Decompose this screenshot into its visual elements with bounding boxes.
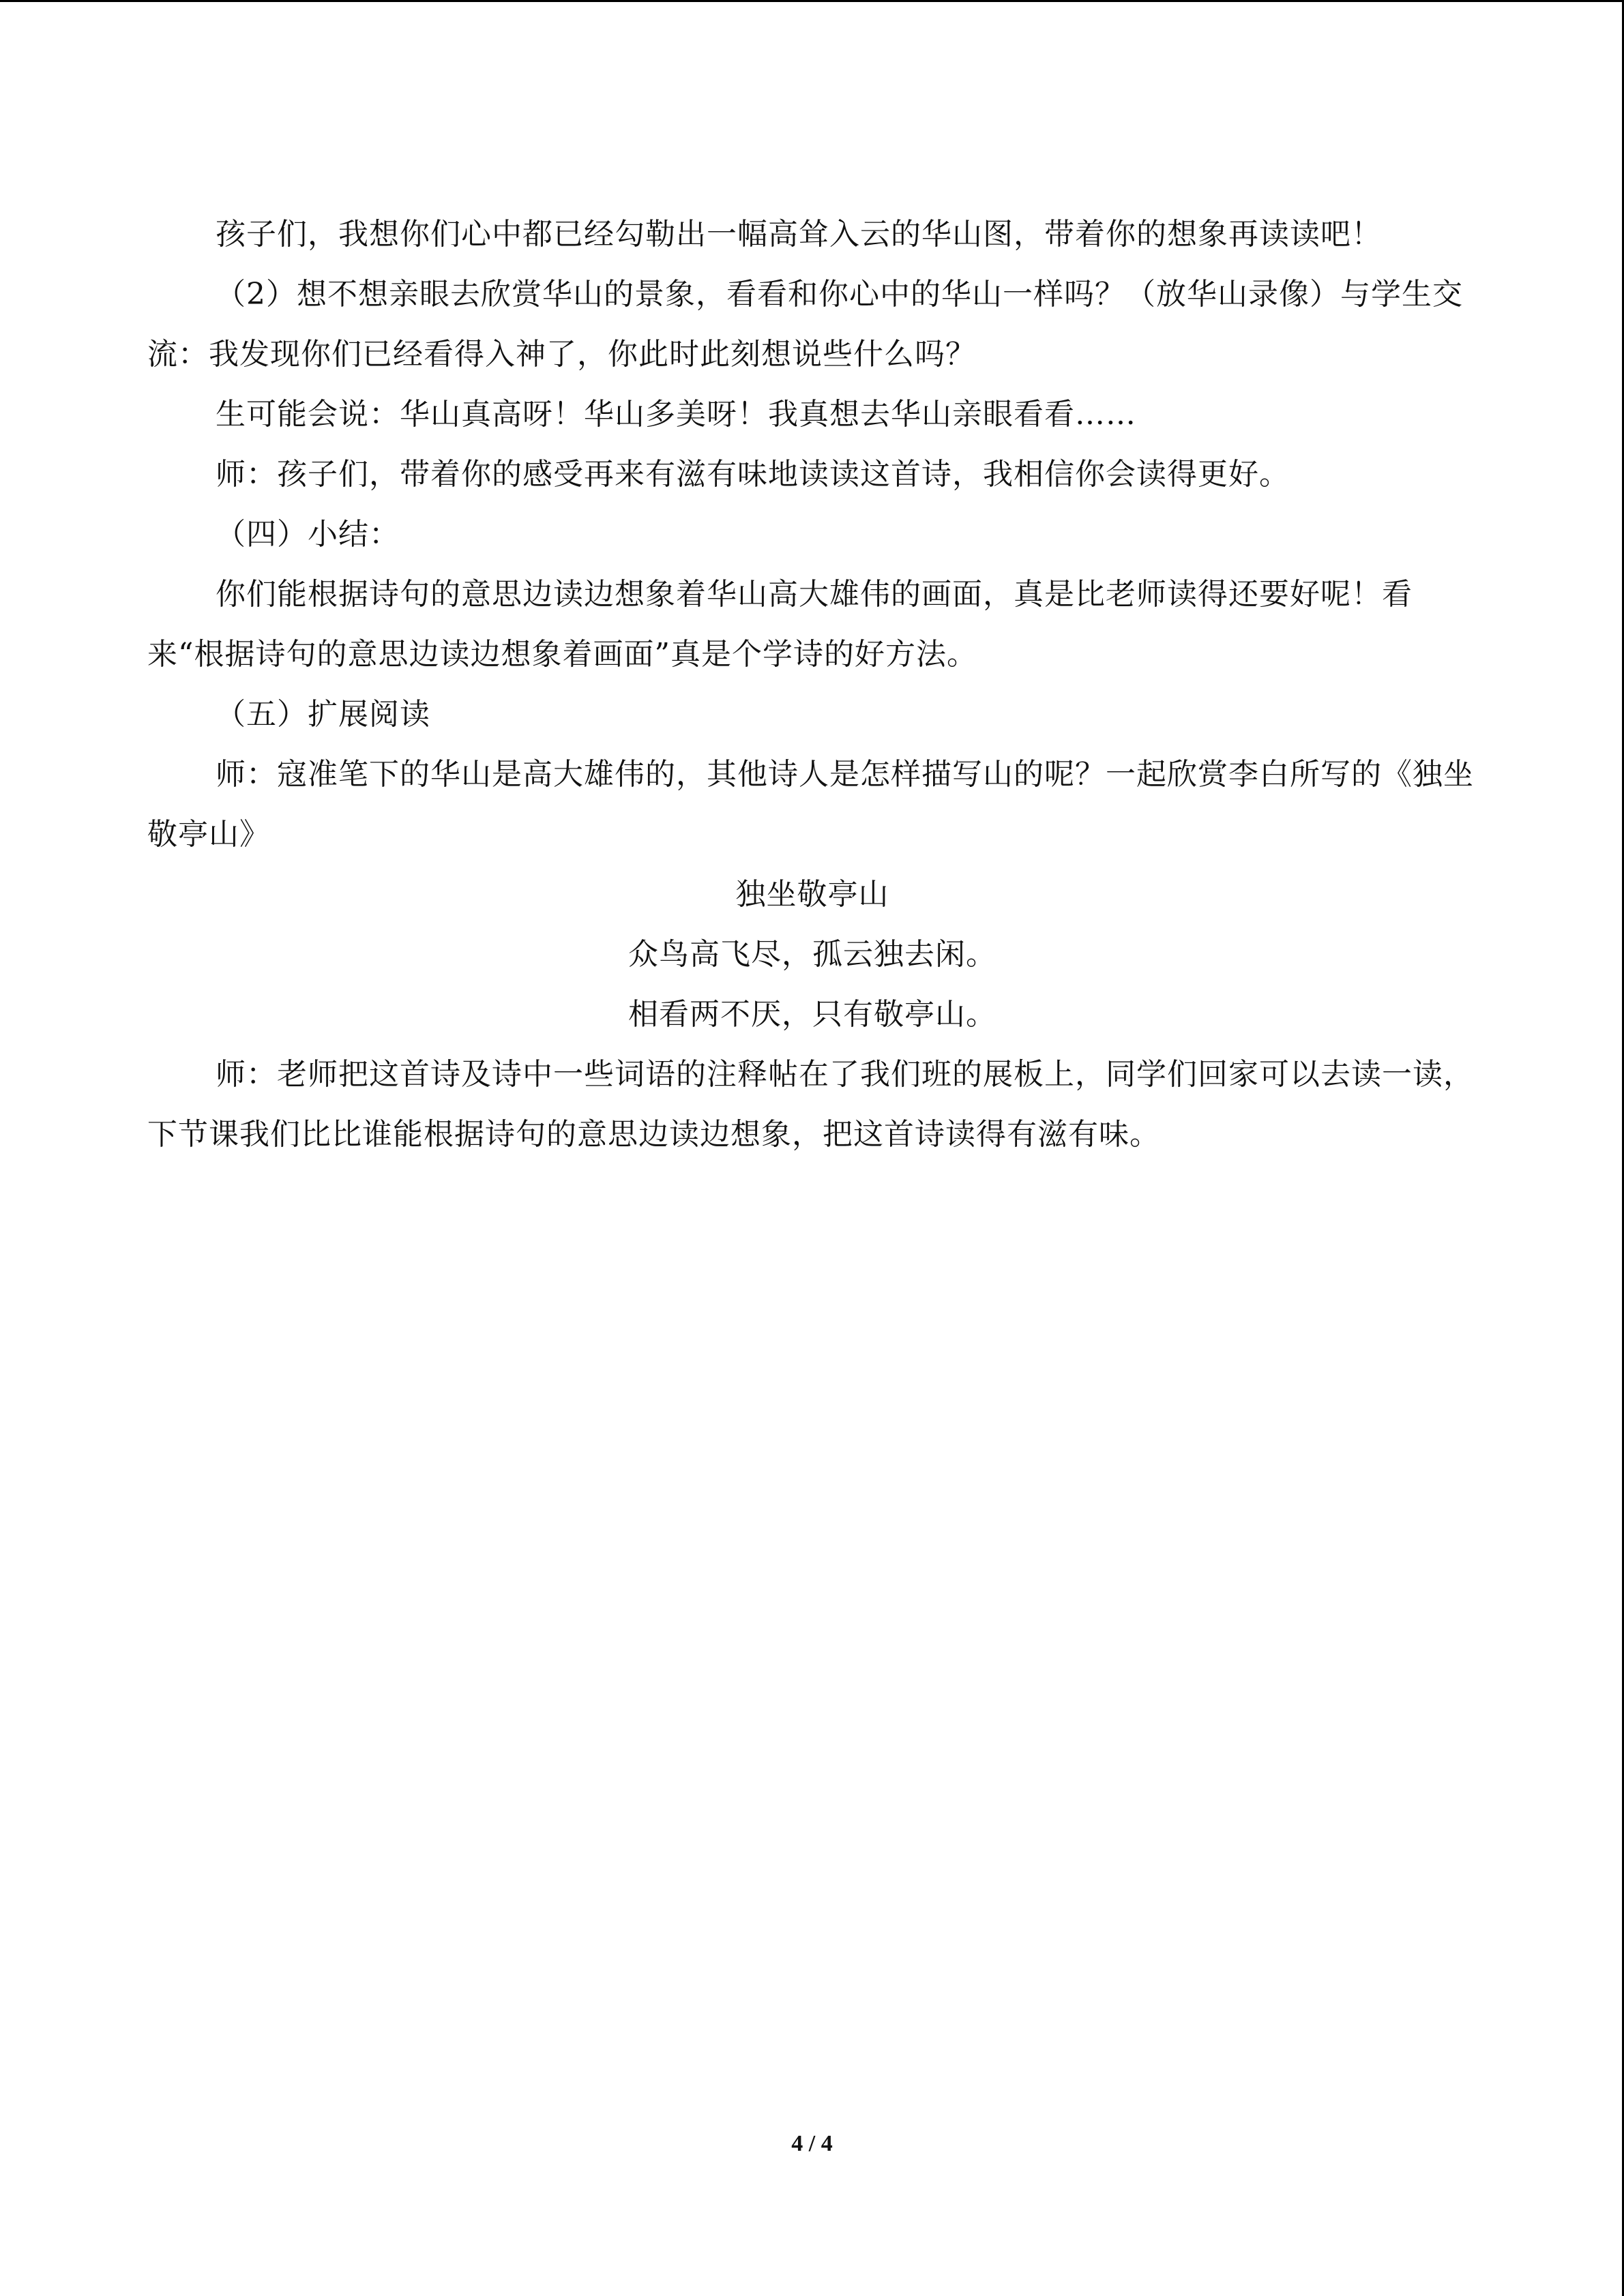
section-heading-summary: （四）小结： [216, 517, 400, 552]
poem-line: 相看两不厌，只有敬亭山。 [628, 997, 996, 1032]
poem-title: 独坐敬亭山 [735, 877, 889, 912]
paragraph-student-response: 生可能会说：华山真高呀！华山多美呀！我真想去华山亲眼看看…… [216, 397, 1136, 432]
document-body [147, 205, 1477, 1165]
paragraph-video: （2）想不想亲眼去欣赏华山的景象，看看和你心中的华山一样吗？（放华山录像）与学生交流：我发现你们已经看得入神了，你此时此刻想说些什么吗？ [147, 277, 1463, 372]
paragraph-summary: 你们能根据诗句的意思边读边想象着华山高大雄伟的画面，真是比老师读得还要好呢！看来“根据诗句的意思边读边想象着画面”真是个学诗的好方法。 [147, 577, 1413, 672]
page-number: 4 / 4 [791, 2131, 833, 2156]
paragraph-closing: 师：老师把这首诗及诗中一些词语的注释帖在了我们班的展板上，同学们回家可以去读一读，下节课我们比比谁能根据诗句的意思边读边想象，把这首诗读得有滋有味。 [147, 1057, 1474, 1152]
paragraph-extended-reading: 师：寇准笔下的华山是高大雄伟的，其他诗人是怎样描写山的呢？一起欣赏李白所写的《独坐敬亭山》 [147, 757, 1474, 852]
paragraph-teacher-reread: 师：孩子们，带着你的感受再来有滋有味地读读这首诗，我相信你会读得更好。 [216, 457, 1290, 492]
section-heading-extended-reading: （五）扩展阅读 [216, 697, 430, 732]
paragraph-imagination: 孩子们，我想你们心中都已经勾勒出一幅高耸入云的华山图，带着你的想象再读读吧！ [216, 217, 1382, 252]
poem-line: 众鸟高飞尽，孤云独去闲。 [628, 937, 996, 972]
